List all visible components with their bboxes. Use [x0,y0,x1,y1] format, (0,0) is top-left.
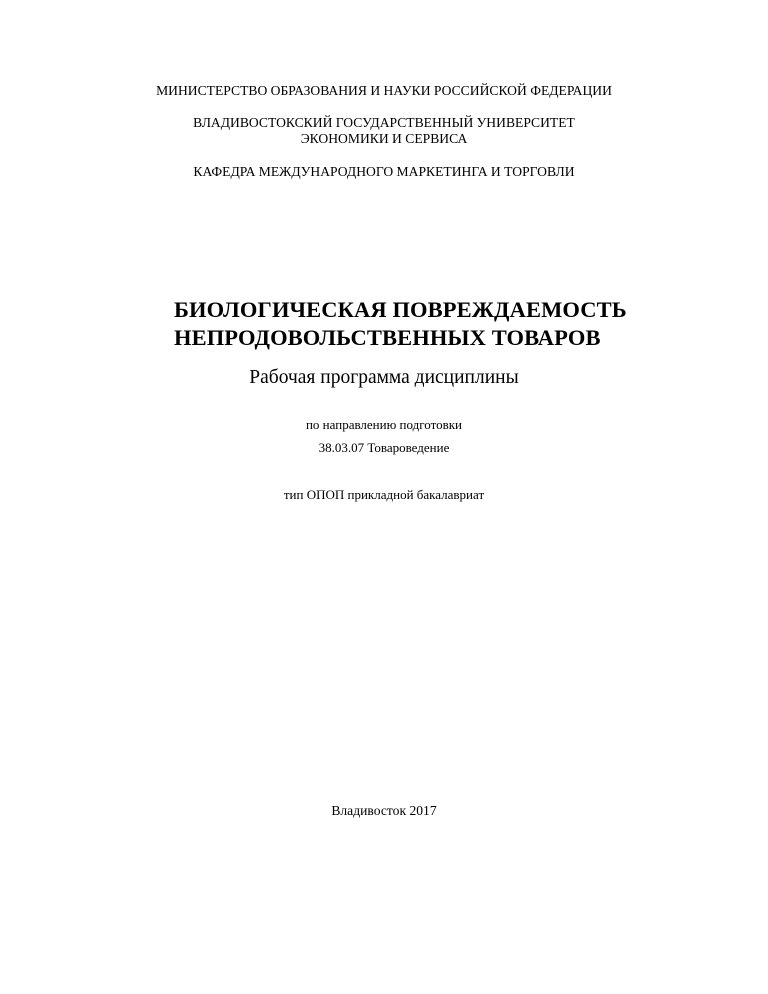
direction-code: 38.03.07 Товароведение [318,440,450,455]
document-subtitle: Рабочая программа дисциплины [249,367,519,388]
university-name-line2: ЭКОНОМИКИ И СЕРВИСА [300,131,468,146]
document-title-line1: БИОЛОГИЧЕСКАЯ ПОВРЕЖДАЕМОСТЬ [174,297,627,322]
direction-label: по направлению подготовки [305,417,463,432]
ministry-name: МИНИСТЕРСТВО ОБРАЗОВАНИЯ И НАУКИ РОССИЙСКОЙ ФЕДЕРАЦИИ [156,83,612,98]
opop-type: тип ОПОП прикладной бакалавриат [283,487,485,502]
city-year: Владивосток 2017 [331,803,437,818]
university-name-line1: ВЛАДИВОСТОКСКИЙ ГОСУДАРСТВЕННЫЙ УНИВЕРСИТЕТ [193,115,575,130]
department-name: КАФЕДРА МЕЖДУНАРОДНОГО МАРКЕТИНГА И ТОРГОВЛИ [193,164,575,179]
document-title-line2: НЕПРОДОВОЛЬСТВЕННЫХ ТОВАРОВ [174,325,601,350]
document-title [174,296,627,352]
